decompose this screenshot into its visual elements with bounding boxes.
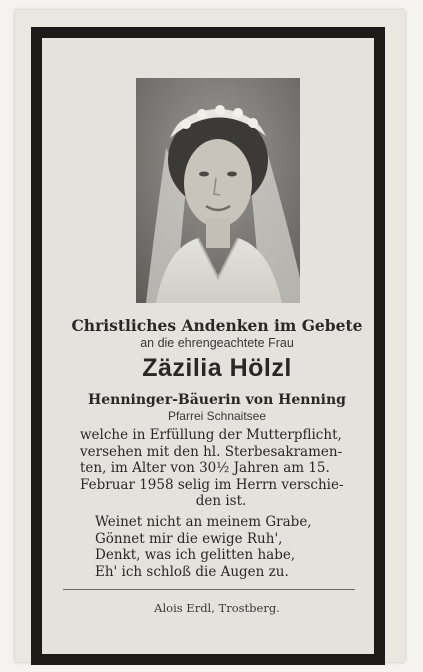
obituary-line: versehen mit den hl. Sterbesakramen- [80, 443, 343, 460]
heading-line-1: Christliches Andenken im Gebete [71, 316, 363, 335]
title-line-1: Henninger-Bäuerin von Henning [88, 392, 346, 408]
verse-line: Denkt, was ich gelitten habe, [95, 547, 296, 563]
obituary-line: den ist. [195, 493, 247, 509]
deceased-name: Zäzilia Hölzl [142, 354, 292, 382]
memorial-verse [95, 514, 355, 580]
obituary-line: Februar 1958 selig im Herrn verschie- [80, 476, 344, 493]
obituary-line: ten, im Alter von 30½ Jahren am 15. [80, 460, 330, 476]
portrait-image [136, 78, 300, 303]
verse-line: Gönnet mir die ewige Ruh', [95, 530, 283, 547]
verse-line: Eh' ich schloß die Augen zu. [95, 563, 289, 580]
divider [63, 589, 355, 590]
heading-line-2: an die ehrengeachtete Frau [140, 336, 294, 350]
verse-line: Weinet nicht an meinem Grabe, [95, 514, 312, 530]
obituary-text [80, 427, 362, 510]
parish-line: Pfarrei Schnaitsee [167, 409, 267, 423]
printer-credit: Alois Erdl, Trostberg. [154, 601, 280, 615]
obituary-line: welche in Erfüllung der Mutterpflicht, [80, 427, 342, 443]
portrait-photo [136, 78, 300, 303]
